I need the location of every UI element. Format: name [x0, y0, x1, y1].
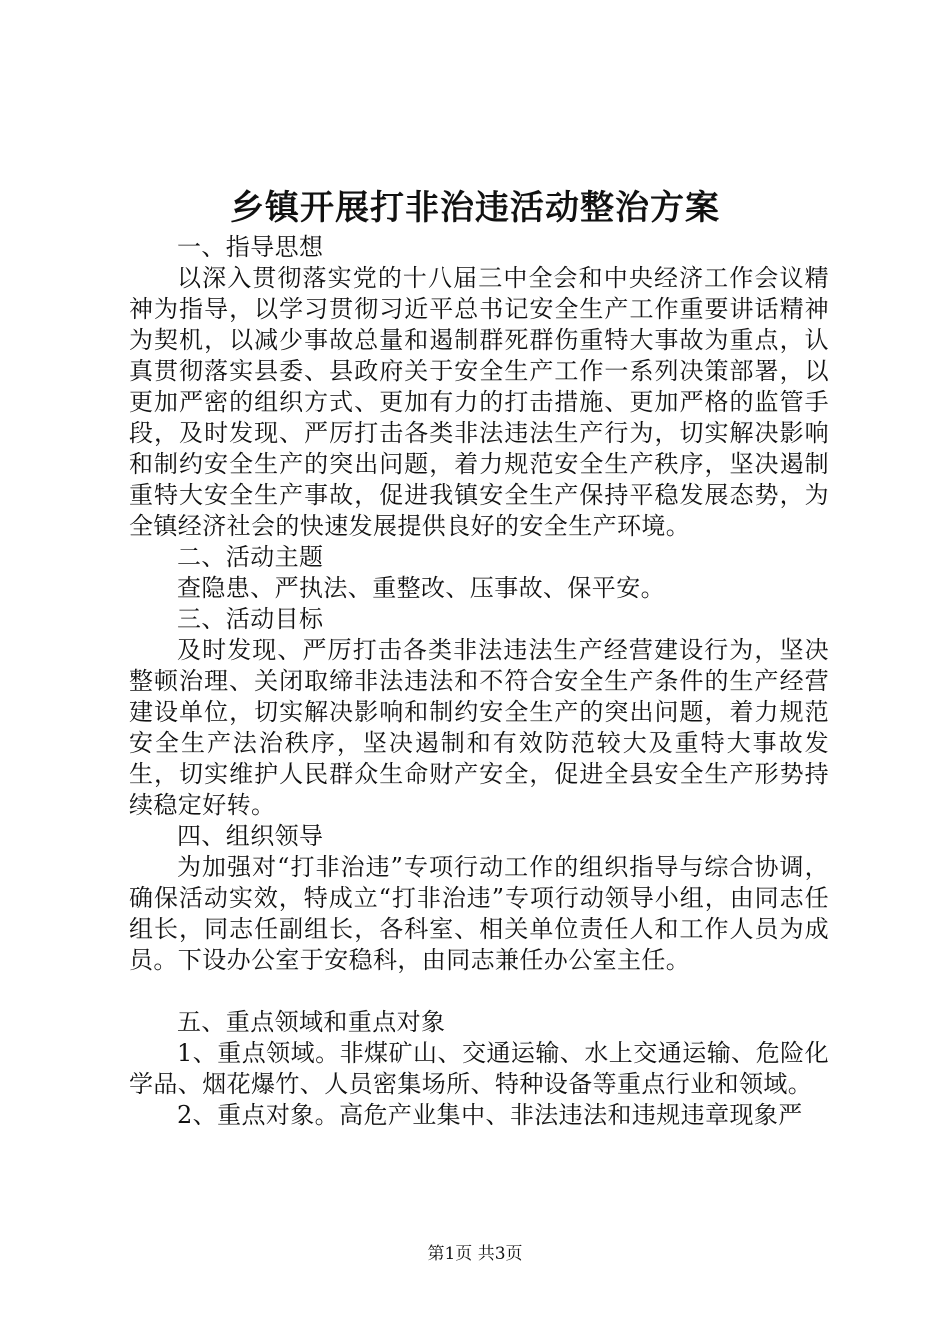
paragraph-activity-theme: 查隐患、严执法、重整改、压事故、保平安。 [177, 574, 665, 602]
paragraph-key-targets: 2、重点对象。高危产业集中、非法违法和违规违章现象严 [177, 1101, 803, 1129]
page-number-footer: 第1页 共3页 [427, 1244, 523, 1264]
paragraph-key-fields: 1、重点领域。非煤矿山、交通运输、水上交通运输、危险化学品、烟花爆竹、人员密集场所、特种设备等重点行业和领域。 [129, 1039, 829, 1098]
document-title: 乡镇开展打非治违活动整治方案 [230, 188, 720, 228]
blank-line [129, 976, 829, 1007]
paragraph-activity-goals: 及时发现、严厉打击各类非法违法生产经营建设行为，坚决整顿治理、关闭取缔非法违法和不符合安全生产条件的生产经营建设单位，切实解决影响和制约安全生产的突出问题，着力规范安全生产法治秩序，坚决遏制和有效防范较大及重特大事故发生，切实维护人民群众生命财产安全，促进全县安全生产形势持续稳定好转。 [129, 636, 829, 819]
section-heading-activity-theme: 二、活动主题 [177, 543, 324, 571]
document-body [129, 232, 829, 1131]
section-heading-guiding-ideology: 一、指导思想 [177, 233, 324, 261]
section-heading-organization: 四、组织领导 [177, 822, 324, 850]
paragraph-organization: 为加强对“打非治违”专项行动工作的组织指导与综合协调，确保活动实效，特成立“打非治违”专项行动领导小组，由同志任组长，同志任副组长，各科室、相关单位责任人和工作人员为成员。下设办公室于安稳科，由同志兼任办公室主任。 [129, 853, 829, 974]
paragraph-guiding-ideology: 以深入贯彻落实党的十八届三中全会和中央经济工作会议精神为指导，以学习贯彻习近平总书记安全生产工作重要讲话精神为契机，以减少事故总量和遏制群死群伤重特大事故为重点，认真贯彻落实县委、县政府关于安全生产工作一系列决策部署，以更加严密的组织方式、更加有力的打击措施、更加严格的监管手段，及时发现、严厉打击各类非法违法生产行为，切实解决影响和制约安全生产的突出问题，着力规范安全生产秩序，坚决遏制重特大安全生产事故，促进我镇安全生产保持平稳发展态势，为全镇经济社会的快速发展提供良好的安全生产环境。 [129, 264, 829, 540]
section-heading-key-areas: 五、重点领域和重点对象 [177, 1008, 446, 1036]
section-heading-activity-goals: 三、活动目标 [177, 605, 324, 633]
